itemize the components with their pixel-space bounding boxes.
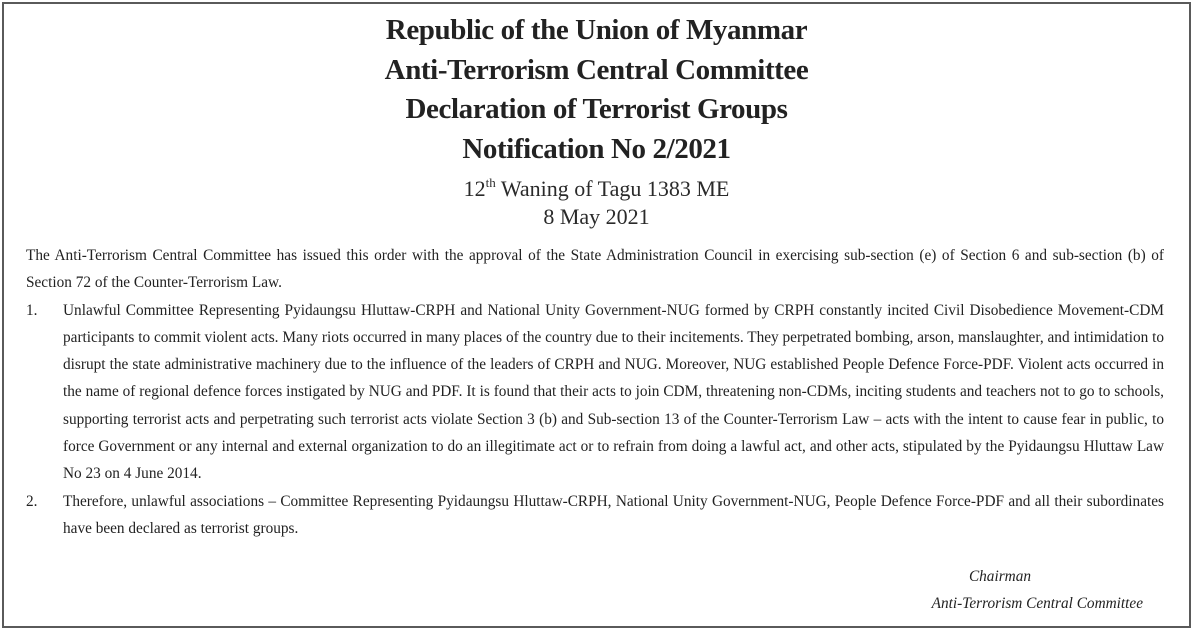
gregorian-date: 8 May 2021 [543,204,650,229]
signature-title: Chairman [968,568,1031,585]
document-heading [4,11,1189,169]
heading-committee: Anti-Terrorism Central Committee [384,53,809,86]
list-item-number: 2. [26,492,38,510]
lunar-date [4,175,1189,203]
list-item-number: 1. [26,301,38,319]
heading-notification-number: Notification No 2/2021 [462,132,731,165]
signature-block [932,563,1143,617]
intro-paragraph: The Anti-Terrorism Central Committee has issued this order with the approval of the State Administration Council in exercising sub-section (e) of Section 6 and sub-section (b) of Section 72 of the Counter-Terrorism Law. [26,247,1164,292]
lunar-day-number: 12 [463,176,486,201]
lunar-day-suffix: th [485,175,496,190]
signature-organization: Anti-Terrorism Central Committee [931,595,1143,612]
heading-declaration: Declaration of Terrorist Groups [405,93,788,125]
document-dates [4,175,1189,231]
lunar-date-rest: Waning of Tagu 1383 ME [495,176,730,201]
list-item [26,297,1164,488]
list-item [26,488,1164,543]
list-item-text: Therefore, unlawful associations – Committee Representing Pyidaungsu Hluttaw-CRPH, National Unity Government-NUG, People Defence Force-PDF and all their subordinates have been declared as terrorist groups. [63,492,1164,537]
document-body [26,242,1164,542]
list-item-text: Unlawful Committee Representing Pyidaungsu Hluttaw-CRPH and National Unity Government-NUG formed by CRPH constantly incited Civil Disobedience Movement-CDM participants to commit violent acts. Many riots occurred in many places of the country due to their incitements. They perpetrated bombing, arson, manslaughter, and intimidation to disrupt the state administrative machinery due to the influence of the leaders of CRPH and NUG. Moreover, NUG established People Defence Force-PDF. Violent acts occurred in the name of regional defence forces instigated by NUG and PDF. It is found that their acts to join CDM, threatening non-CDMs, inciting students and teachers not to go to schools, supporting terrorist acts and perpetrating such terrorist acts violate Section 3 (b) and Sub-section 13 of the Counter-Terrorism Law – acts with the intent to cause fear in public, to force Government or any internal and external organization to do an illegitimate act or to refrain from doing a lawful act, and other acts, stipulated by the Pyidaungsu Hluttaw Law No 23 on 4 June 2014. [63,301,1164,483]
heading-country: Republic of the Union of Myanmar [385,14,808,46]
